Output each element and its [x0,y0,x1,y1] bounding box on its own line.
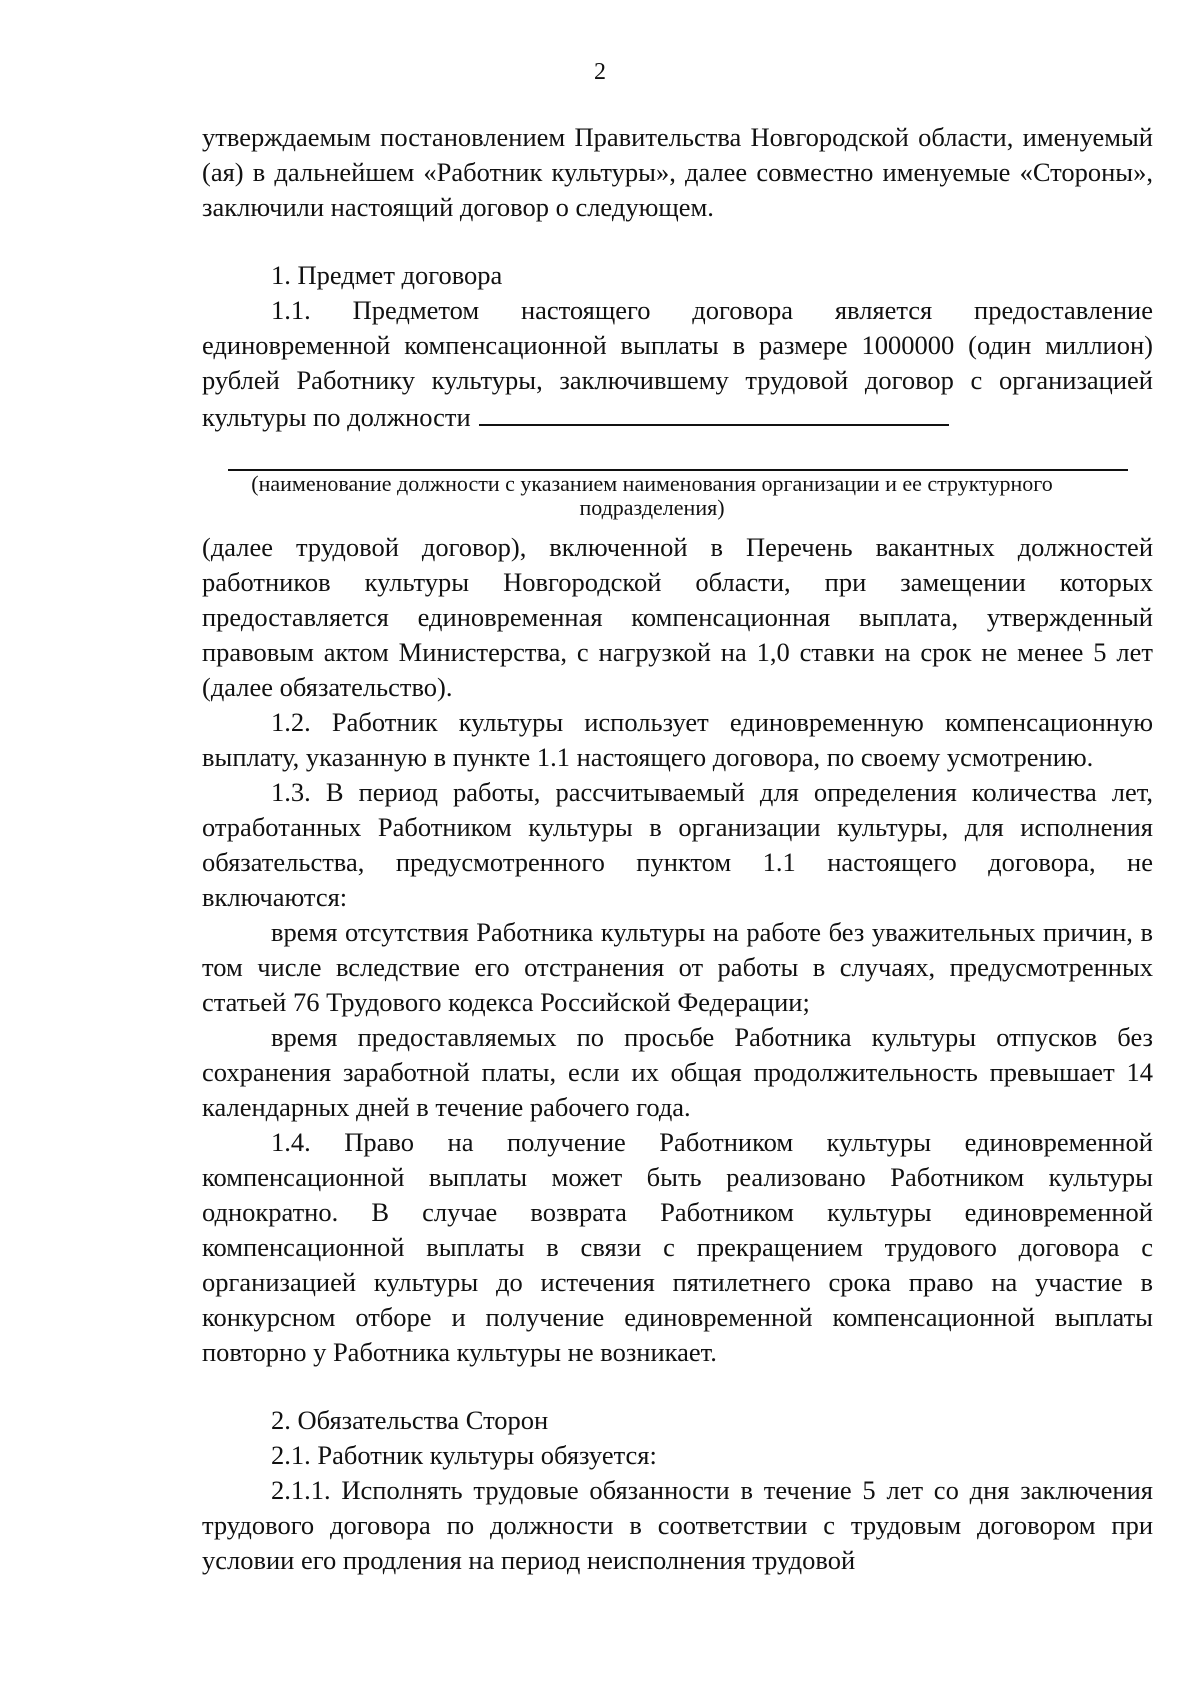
clause-1-3-item-a: время отсутствия Работника культуры на работе без уважительных причин, в том числе вследствие его отстранения от работы в случаях, предусмотренных статьей 76 Трудового кодекса Российской Федерации; [202,917,1153,1017]
clause-1-1-text: 1.1. Предметом настоящего договора является предоставление единовременной компенсационной выплаты в размере 1000000 (один миллион) рублей Работнику культуры, заключившему трудовой договор с организацией культуры по должности [202,295,1153,432]
intro-paragraph: утверждаемым постановлением Правительства Новгородской области, именуемый (ая) в дальнейшем «Работник культуры», далее совместно именуемые «Стороны», заключили настоящий договор о следующем. [202,122,1153,222]
clause-1-3: 1.3. В период работы, рассчитываемый для определения количества лет, отработанных Работником культуры в организации культуры, для исполнения обязательства, предусмотренного пунктом 1.1 настоящего договора, не включаются: [202,777,1153,912]
page-number: 2 [594,59,606,85]
spacer [202,225,1153,258]
spacer [202,1370,1153,1403]
clause-1-1-continuation: (далее трудовой договор), включенной в Перечень вакантных должностей работников культуры Новгородской области, при замещении которых предоставляется единовременная компенсационная выплата, утвержденный правовым актом Министерства, с нагрузкой на 1,0 ставки на срок не менее 5 лет (далее обязательство). [202,532,1153,702]
clause-2-1: 2.1. Работник культуры обязуется: [271,1440,657,1470]
section-1-heading: 1. Предмет договора [271,260,503,290]
document-body [202,120,1153,1578]
position-fill-line[interactable] [479,398,949,426]
clause-1-2: 1.2. Работник культуры использует единовременную компенсационную выплату, указанную в пункте 1.1 настоящего договора, по своему усмотрению. [202,707,1153,772]
position-caption: (наименование должности с указанием наименования организации и ее структурного подразделения) [251,471,1053,520]
clause-1-4: 1.4. Право на получение Работником культуры единовременной компенсационной выплаты может быть реализовано Работником культуры однократно. В случае возврата Работником культуры единовременной компенсационной выплаты в связи с прекращением трудового договора с организацией культуры до истечения пятилетнего срока право на участие в конкурсном отборе и получение единовременной компенсационной выплаты повторно у Работника культуры не возникает. [202,1127,1153,1367]
clause-1-1 [202,293,1153,435]
clause-1-3-item-b: время предоставляемых по просьбе Работника культуры отпусков без сохранения заработной платы, если их общая продолжительность превышает 14 календарных дней в течение рабочего года. [202,1022,1153,1122]
section-2-heading: 2. Обязательства Сторон [271,1405,549,1435]
clause-2-1-1: 2.1.1. Исполнять трудовые обязанности в течение 5 лет со дня заключения трудового договора по должности в соответствии с трудовым договором при условии его продления на период неисполнения трудовой [202,1475,1153,1575]
